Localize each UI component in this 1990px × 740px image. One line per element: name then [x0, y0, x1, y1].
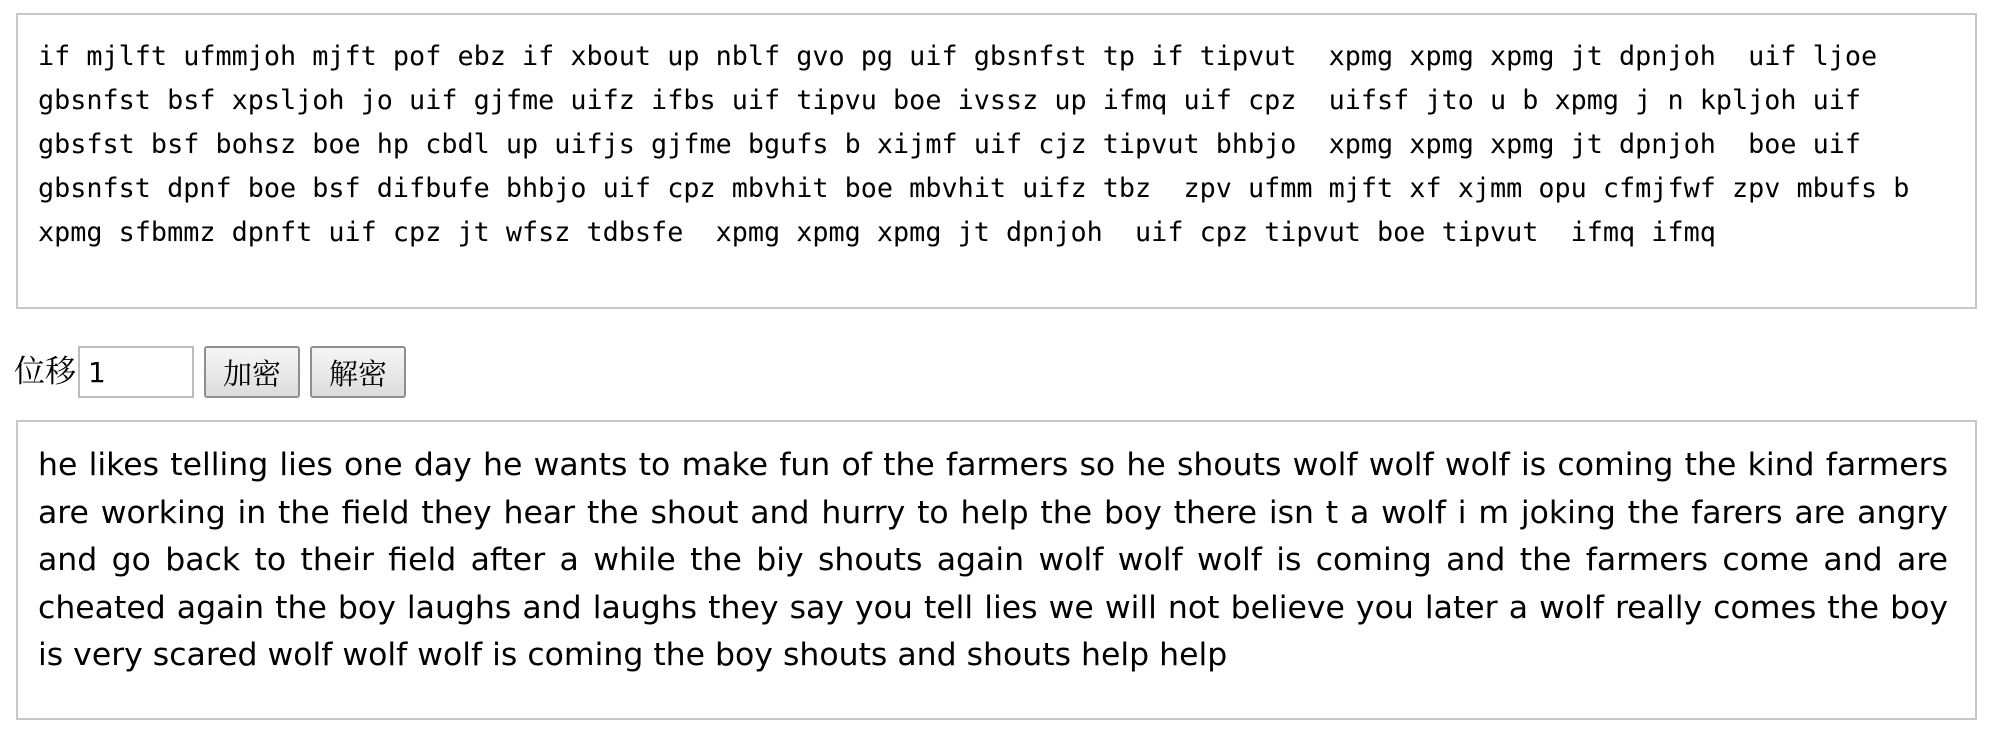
- ciphertext-content: if mjlft ufmmjoh mjft pof ebz if xbout up nblf gvo pg uif gbsnfst tp if tipvut xpmg xpmg xpmg jt dpnjoh uif ljoe gbsnfst bsf xpsljoh jo uif gjfme uifz ifbs uif tipvu boe ivssz up ifmq uif cpz uifsf jto u b xpmg j n kpljoh uif gbsfst bsf bohsz boe hp cbdl up uifjs gjfme bgufs b xijmf uif cjz tipvut bhbjo xpmg xpmg xpmg jt dpnjoh boe uif gbsnfst dpnf boe bsf difbufe bhbjo uif cpz mbvhit boe mbvhit uifz tbz zpv ufmm mjft xf xjmm opu cfmjfwf zpv mbufs b xpmg sfbmmz dpnft uif cpz jt wfsz tdbsfe xpmg xpmg xpmg jt dpnjoh uif cpz tipvut boe tipvut ifmq ifmq: [38, 41, 1926, 248]
- shift-input[interactable]: [78, 346, 194, 398]
- shift-label: 位移: [14, 354, 76, 390]
- encrypt-button[interactable]: 加密: [204, 346, 300, 398]
- decrypt-button[interactable]: 解密: [310, 346, 406, 398]
- plaintext-content: he likes telling lies one day he wants to make fun of the farmers so he shouts wolf wolf wolf is coming the kind farmers are working in the field they hear the shout and hurry to help the boy there isn t a wolf i m joking the farers are angry and go back to their field after a while the biy shouts again wolf wolf wolf is coming and the farmers come and are cheated again the boy laughs and laughs they say you tell lies we will not believe you later a wolf really comes the boy is very scared wolf wolf wolf is coming the boy shouts and shouts help help: [38, 447, 1948, 673]
- shift-controls: [14, 346, 416, 398]
- ciphertext-area[interactable]: [16, 13, 1977, 309]
- plaintext-area[interactable]: [16, 420, 1977, 720]
